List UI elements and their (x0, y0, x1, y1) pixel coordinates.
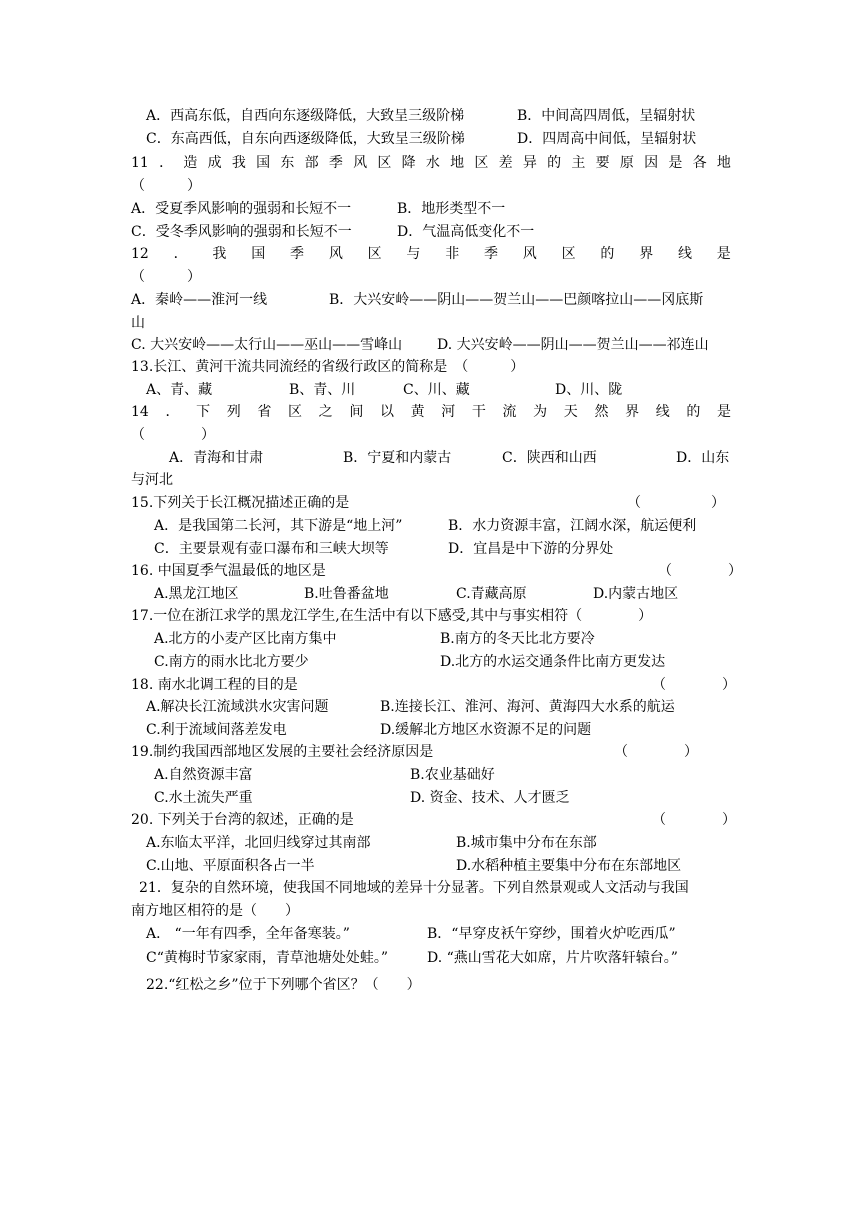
q21-option-b: B．“早穿皮袄午穿纱，围着火炉吃西瓜” (427, 926, 676, 942)
q17-option-a: A.北方的小麦产区比南方集中 (154, 631, 337, 647)
q16-option-c: C.青藏高原 (456, 586, 527, 602)
q18-option-b: B.连接长江、淮河、海河、黄海四大水系的航运 (380, 699, 675, 715)
q20-answer-paren: （ ） (652, 812, 736, 828)
q12-stem: 12 ． 我 国 季 风 区 与 非 季 风 区 的 界 线 是 (131, 246, 731, 262)
q10-option-a: A．西高东低，自西向东逐级降低，大致呈三级阶梯 (146, 108, 465, 124)
q17-option-d: D.北方的水运交通条件比南方更发达 (440, 654, 666, 670)
q11-answer-paren: （ ） (131, 178, 201, 194)
q19-option-c: C.水土流失严重 (154, 790, 253, 806)
q11-option-a: A．受夏季风影响的强弱和长短不一 (131, 201, 352, 217)
q10-option-d: D．四周高中间低，呈辐射状 (517, 131, 697, 147)
q21-option-a: A． “一年有四季，全年备寒装。” (146, 926, 350, 942)
q14-answer-paren: （ ） (131, 427, 215, 443)
q15-option-c: C．主要景观有壶口瀑布和三峡大坝等 (154, 541, 389, 557)
q11-option-d: D．气温高低变化不一 (397, 224, 535, 240)
q20-option-c: C.山地、平原面积各占一半 (146, 858, 315, 874)
q11-option-c: C．受冬季风影响的强弱和长短不一 (131, 224, 352, 240)
q14-option-a: A．青海和甘肃 (169, 450, 264, 466)
q12-option-c: C. 大兴安岭——太行山——巫山——雪峰山 (131, 337, 403, 353)
q16-option-a: A.黑龙江地区 (154, 586, 239, 602)
q12-answer-paren: （ ） (131, 269, 201, 285)
q21-option-c: C“黄梅时节家家雨，青草池塘处处蛙。” (146, 950, 389, 966)
q12-option-b: B．大兴安岭——阴山——贺兰山——巴颜喀拉山——冈底斯 (329, 292, 704, 308)
q21-stem-wrap: 南方地区相符的是（ ） (131, 903, 299, 919)
q21-stem: 21．复杂的自然环境，使我国不同地域的差异十分显著。下列自然景观或人文活动与我国 (139, 880, 689, 896)
q16-answer-paren: （ ） (658, 563, 742, 579)
q18-stem: 18. 南水北调工程的目的是 (131, 677, 298, 693)
q19-stem: 19.制约我国西部地区发展的主要社会经济原因是 (131, 744, 434, 760)
q12-option-d: D. 大兴安岭——阴山——贺兰山——祁连山 (437, 337, 709, 353)
q20-option-a: A.东临太平洋，北回归线穿过其南部 (146, 835, 371, 851)
q15-option-a: A．是我国第二长河，其下游是“地上河” (154, 518, 403, 534)
q15-answer-paren: （ ） (627, 495, 725, 511)
q16-option-b: B.吐鲁番盆地 (304, 586, 389, 602)
q22-stem: 22.“红松之乡”位于下列哪个省区？（ ） (146, 977, 421, 993)
q21-option-d: D. “燕山雪花大如席，片片吹落轩辕台。” (427, 950, 678, 966)
q19-answer-paren: （ ） (614, 744, 698, 760)
q13-option-a: A、青、藏 (146, 382, 213, 398)
q14-option-d-wrap: 与河北 (131, 472, 173, 488)
q18-answer-paren: （ ） (652, 677, 736, 693)
q13-option-b: B、青、川 (289, 382, 356, 398)
q15-option-d: D．宜昌是中下游的分界处 (448, 541, 614, 557)
q20-stem: 20. 下列关于台湾的叙述，正确的是 (131, 812, 354, 828)
q14-option-d: D．山东 (676, 450, 730, 466)
q20-option-d: D.水稻种植主要集中分布在东部地区 (456, 858, 682, 874)
q16-stem: 16. 中国夏季气温最低的地区是 (131, 563, 326, 579)
q13-stem: 13.长江、黄河干流共同流经的省级行政区的简称是 （ ） (131, 359, 525, 375)
q20-option-b: B.城市集中分布在东部 (456, 835, 597, 851)
q17-stem: 17.一位在浙江求学的黑龙江学生,在生活中有以下感受,其中与事实相符（ ） (131, 608, 653, 624)
q18-option-a: A.解决长江流域洪水灾害问题 (146, 699, 329, 715)
q10-option-b: B．中间高四周低，呈辐射状 (517, 108, 696, 124)
q19-option-b: B.农业基础好 (410, 767, 495, 783)
q10-option-c: C．东高西低，自东向西逐级降低，大致呈三级阶梯 (146, 131, 465, 147)
q17-option-c: C.南方的雨水比北方要少 (154, 654, 309, 670)
q11-option-b: B．地形类型不一 (397, 201, 506, 217)
q14-stem: 14 ． 下 列 省 区 之 间 以 黄 河 干 流 为 天 然 界 线 的 是 (131, 404, 731, 420)
q15-option-b: B．水力资源丰富，江阔水深，航运便利 (448, 518, 697, 534)
q12-option-a: A．秦岭——淮河一线 (131, 292, 268, 308)
q18-option-d: D.缓解北方地区水资源不足的问题 (380, 722, 592, 738)
q18-option-c: C.利于流域间落差发电 (146, 722, 287, 738)
q15-stem: 15.下列关于长江概况描述正确的是 (131, 495, 350, 511)
q13-option-c: C、川、藏 (403, 382, 470, 398)
q11-stem: 11 ． 造 成 我 国 东 部 季 风 区 降 水 地 区 差 异 的 主 要 原 因 是 各 地 (131, 155, 731, 171)
q14-option-c: C．陕西和山西 (502, 450, 597, 466)
q19-option-d: D. 资金、技术、人才匮乏 (410, 790, 570, 806)
q14-option-b: B．宁夏和内蒙古 (343, 450, 452, 466)
q17-option-b: B.南方的冬天比北方要冷 (440, 631, 595, 647)
q19-option-a: A.自然资源丰富 (154, 767, 253, 783)
q13-option-d: D、川、陇 (555, 382, 623, 398)
q12-option-b-wrap: 山 (131, 315, 145, 331)
q16-option-d: D.内蒙古地区 (593, 586, 679, 602)
